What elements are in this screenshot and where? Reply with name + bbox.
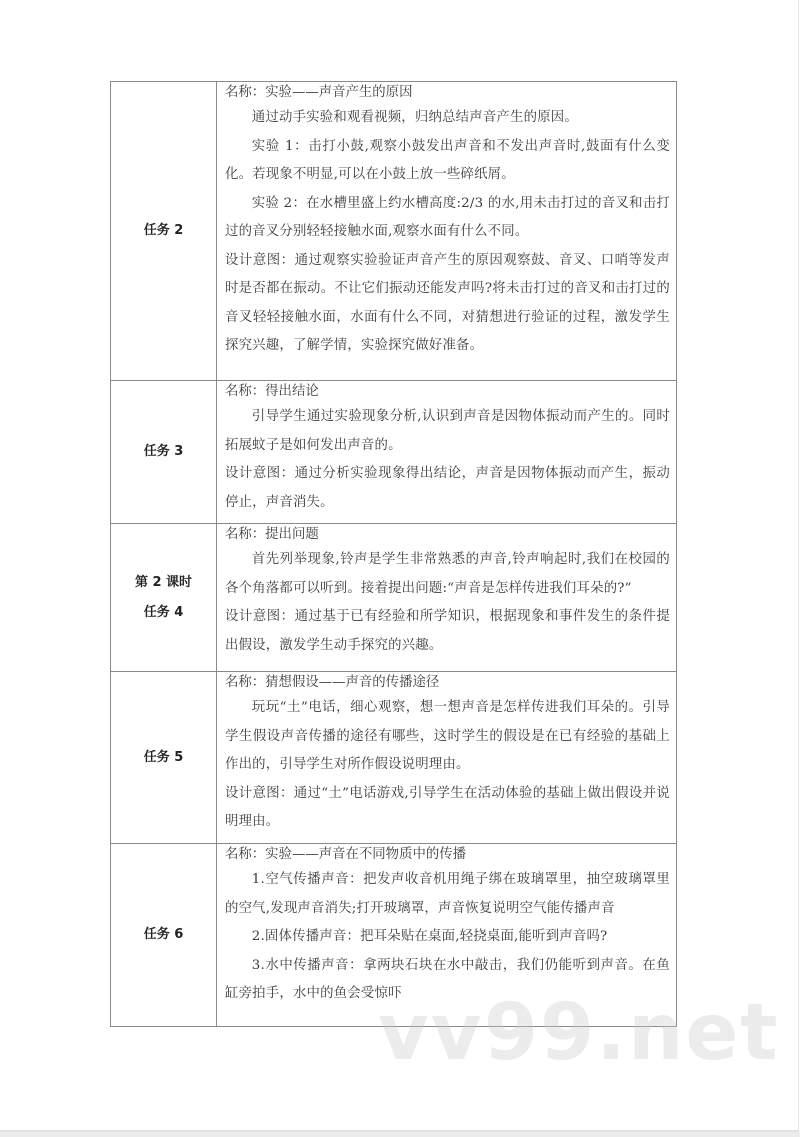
lesson-plan-table [110,81,677,1027]
task-paragraph: 2.固体传播声音：把耳朵贴在桌面,轻挠桌面,能听到声音吗? [251,929,608,944]
task-paragraph: 3.水中传播声音：拿两块石块在水中敲击，我们仍能听到声音。在鱼缸旁拍手，水中的鱼会受惊吓 [225,957,670,1001]
design-intent: 设计意图：通过基于已有经验和所学知识，根据现象和事件发生的条件提出假设，激发学生动手探究的兴趣。 [225,609,670,653]
design-intent: 设计意图：通过分析实验现象得出结论，声音是因物体振动而产生，振动停止，声音消失。 [225,466,670,510]
design-intent: 设计意图：通过观察实验验证声音产生的原因观察鼓、音叉、口哨等发声时是否都在振动。不让它们振动还能发声吗?将未击打过的音叉和击打过的音叉轻轻接触水面，水面有什么不同，对猜想进行验证的过程，激发学生探究兴趣，了解学情，实验探究做好准备。 [225,252,670,353]
design-intent: 设计意图：通过“土”电话游戏,引导学生在活动体验的基础上做出假设并说明理由。 [225,785,670,829]
task-row-3 [111,381,677,524]
task-paragraph: 引导学生通过实验现象分析,认识到声音是因物体振动而产生的。同时拓展蚊子是如何发出声音的。 [225,409,670,453]
task-name: 名称：猜想假设——声音的传播途径 [225,675,440,690]
task-label: 任务 3 [143,444,184,459]
task-label: 任务 6 [143,927,184,942]
task-paragraph: 玩玩“土”电话，细心观察，想一想声音是怎样传进我们耳朵的。引导学生假设声音传播的途径有哪些，这时学生的假设是在已有经验的基础上作出的，引导学生对所作假设说明理由。 [225,700,670,772]
task-content-cell [217,524,677,672]
task-name: 名称：实验——声音产生的原因 [225,85,413,100]
task-row-2 [111,82,677,381]
task-label-cell [111,844,217,1027]
task-label-cell [111,82,217,381]
task-label: 任务 5 [143,749,184,765]
task-label: 任务 4 [143,604,184,620]
task-content-cell [217,381,677,524]
task-label: 任务 2 [143,223,184,238]
task-paragraph: 1.空气传播声音：把发声收音机用绳子绑在玻璃罩里，抽空玻璃罩里的空气,发现声音消失;打开玻璃罩，声音恢复说明空气能传播声音 [225,872,670,916]
page-bottom-edge [0,1132,800,1137]
lesson-period-label: 第 2 课时 [134,574,193,590]
task-row-5 [111,672,677,844]
task-name: 名称：实验——声音在不同物质中的传播 [225,847,467,862]
task-content-cell [217,672,677,844]
task-name: 名称：得出结论 [225,384,319,399]
task-row-4 [111,524,677,672]
task-paragraph: 通过动手实验和观看视频，归纳总结声音产生的原因。 [251,110,578,125]
task-content-cell [217,844,677,1027]
task-label-cell [111,381,217,524]
task-paragraph: 首先列举现象,铃声是学生非常熟悉的声音,铃声响起时,我们在校园的各个角落都可以听到。接着提出问题:“声音是怎样传进我们耳朵的?” [225,552,670,596]
task-name: 名称：提出问题 [225,527,319,542]
task-content-cell [217,82,677,381]
task-label-cell [111,524,217,672]
task-paragraph: 实验 1：击打小鼓,观察小鼓发出声音和不发出声音时,鼓面有什么变化。若现象不明显,可以在小鼓上放一些碎纸屑。 [225,138,670,182]
task-label-cell [111,672,217,844]
task-row-6 [111,844,677,1027]
watermark: vv99.net [378,988,780,1078]
task-paragraph: 实验 2：在水槽里盛上约水槽高度:2/3 的水,用未击打过的音叉和击打过的音叉分别轻轻接触水面,观察水面有什么不同。 [225,195,670,239]
